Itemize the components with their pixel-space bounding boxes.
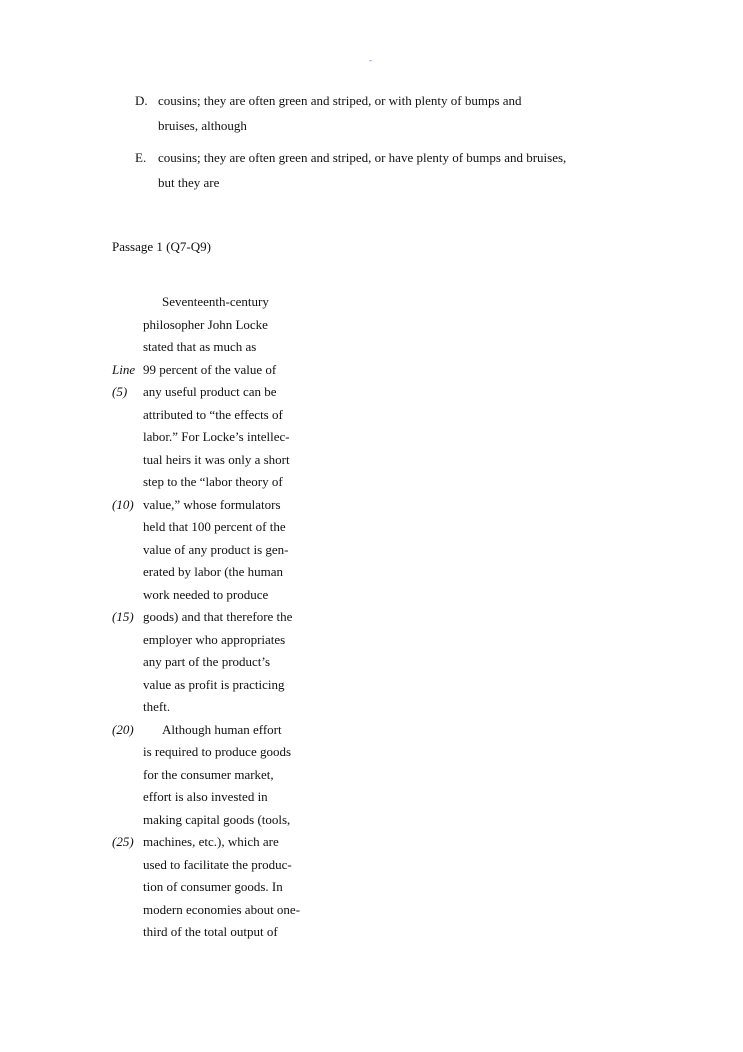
choice-text-line: but they are xyxy=(158,175,220,190)
passage-text: value of any product is gen- xyxy=(143,541,289,557)
passage-text: machines, etc.), which are xyxy=(143,834,279,849)
page-marker: - xyxy=(369,55,372,65)
passage-heading: Passage 1 (Q7-Q9) xyxy=(112,239,211,254)
passage-text: philosopher John Locke xyxy=(143,316,268,332)
passage-line xyxy=(0,921,743,944)
passage-line xyxy=(0,494,743,517)
choice-letter: D. xyxy=(135,93,148,108)
choice-text-line: cousins; they are often green and striped, or with plenty of bumps and xyxy=(158,93,522,108)
passage-text: step to the “labor theory of xyxy=(143,474,283,489)
passage-line xyxy=(0,876,743,899)
passage-text: tion of consumer goods. In xyxy=(143,879,283,894)
passage-text: theft. xyxy=(143,699,171,714)
passage-text: 99 percent of the value of xyxy=(143,361,277,377)
passage-text: held that 100 percent of the xyxy=(143,519,286,534)
passage-text: Seventeenth-century xyxy=(162,294,269,309)
passage-line xyxy=(0,426,743,449)
passage-line xyxy=(0,336,743,359)
passage-text: value as profit is practicing xyxy=(143,676,285,692)
passage-line xyxy=(0,381,743,404)
passage-text: Although human effort xyxy=(162,721,282,737)
passage-text: is required to produce goods xyxy=(143,744,292,759)
passage-text: any useful product can be xyxy=(143,384,277,399)
passage-text: used to facilitate the produc- xyxy=(143,856,292,872)
passage-line xyxy=(0,561,743,584)
line-number: Line xyxy=(112,361,136,377)
passage-line xyxy=(0,674,743,697)
passage-text: work needed to produce xyxy=(143,586,269,602)
line-number: (10) xyxy=(112,496,134,512)
choice-text-line: bruises, although xyxy=(158,118,247,133)
passage-text: erated by labor (the human xyxy=(143,564,284,579)
passage-line xyxy=(0,359,743,382)
passage-line xyxy=(0,449,743,472)
passage-text: for the consumer market, xyxy=(143,766,274,782)
passage-text: value,” whose formulators xyxy=(143,496,281,512)
passage-text: goods) and that therefore the xyxy=(143,609,293,624)
passage-line xyxy=(0,539,743,562)
choice-letter: E. xyxy=(135,150,147,165)
passage-line xyxy=(0,719,743,742)
passage-text: effort is also invested in xyxy=(143,789,268,804)
passage-line xyxy=(0,629,743,652)
passage-text: modern economies about one- xyxy=(143,901,301,917)
passage-line xyxy=(0,696,743,719)
passage-line xyxy=(0,764,743,787)
passage-line xyxy=(0,314,743,337)
passage-line xyxy=(0,606,743,629)
line-number: (25) xyxy=(112,834,134,849)
passage-line xyxy=(0,809,743,832)
passage-line xyxy=(0,854,743,877)
passage-text: tual heirs it was only a short xyxy=(143,451,290,467)
passage-line xyxy=(0,471,743,494)
line-number: (15) xyxy=(112,609,134,624)
passage-line xyxy=(0,741,743,764)
passage-text: making capital goods (tools, xyxy=(143,811,291,827)
passage-text: any part of the product’s xyxy=(143,654,271,669)
passage-line xyxy=(0,831,743,854)
line-number: (20) xyxy=(112,721,134,737)
passage-line xyxy=(0,584,743,607)
passage-line xyxy=(0,899,743,922)
passage-text: stated that as much as xyxy=(143,339,257,354)
passage-text: attributed to “the effects of xyxy=(143,406,283,422)
line-number: (5) xyxy=(112,384,128,399)
choice-text-line: cousins; they are often green and striped, or have plenty of bumps and bruises, xyxy=(158,150,567,165)
passage-line xyxy=(0,291,743,314)
passage-text: third of the total output of xyxy=(143,924,278,939)
passage-line xyxy=(0,786,743,809)
passage-text: labor.” For Locke’s intellec- xyxy=(143,429,290,444)
passage-line xyxy=(0,404,743,427)
passage-line xyxy=(0,516,743,539)
passage-text: employer who appropriates xyxy=(143,631,286,647)
passage-line xyxy=(0,651,743,674)
